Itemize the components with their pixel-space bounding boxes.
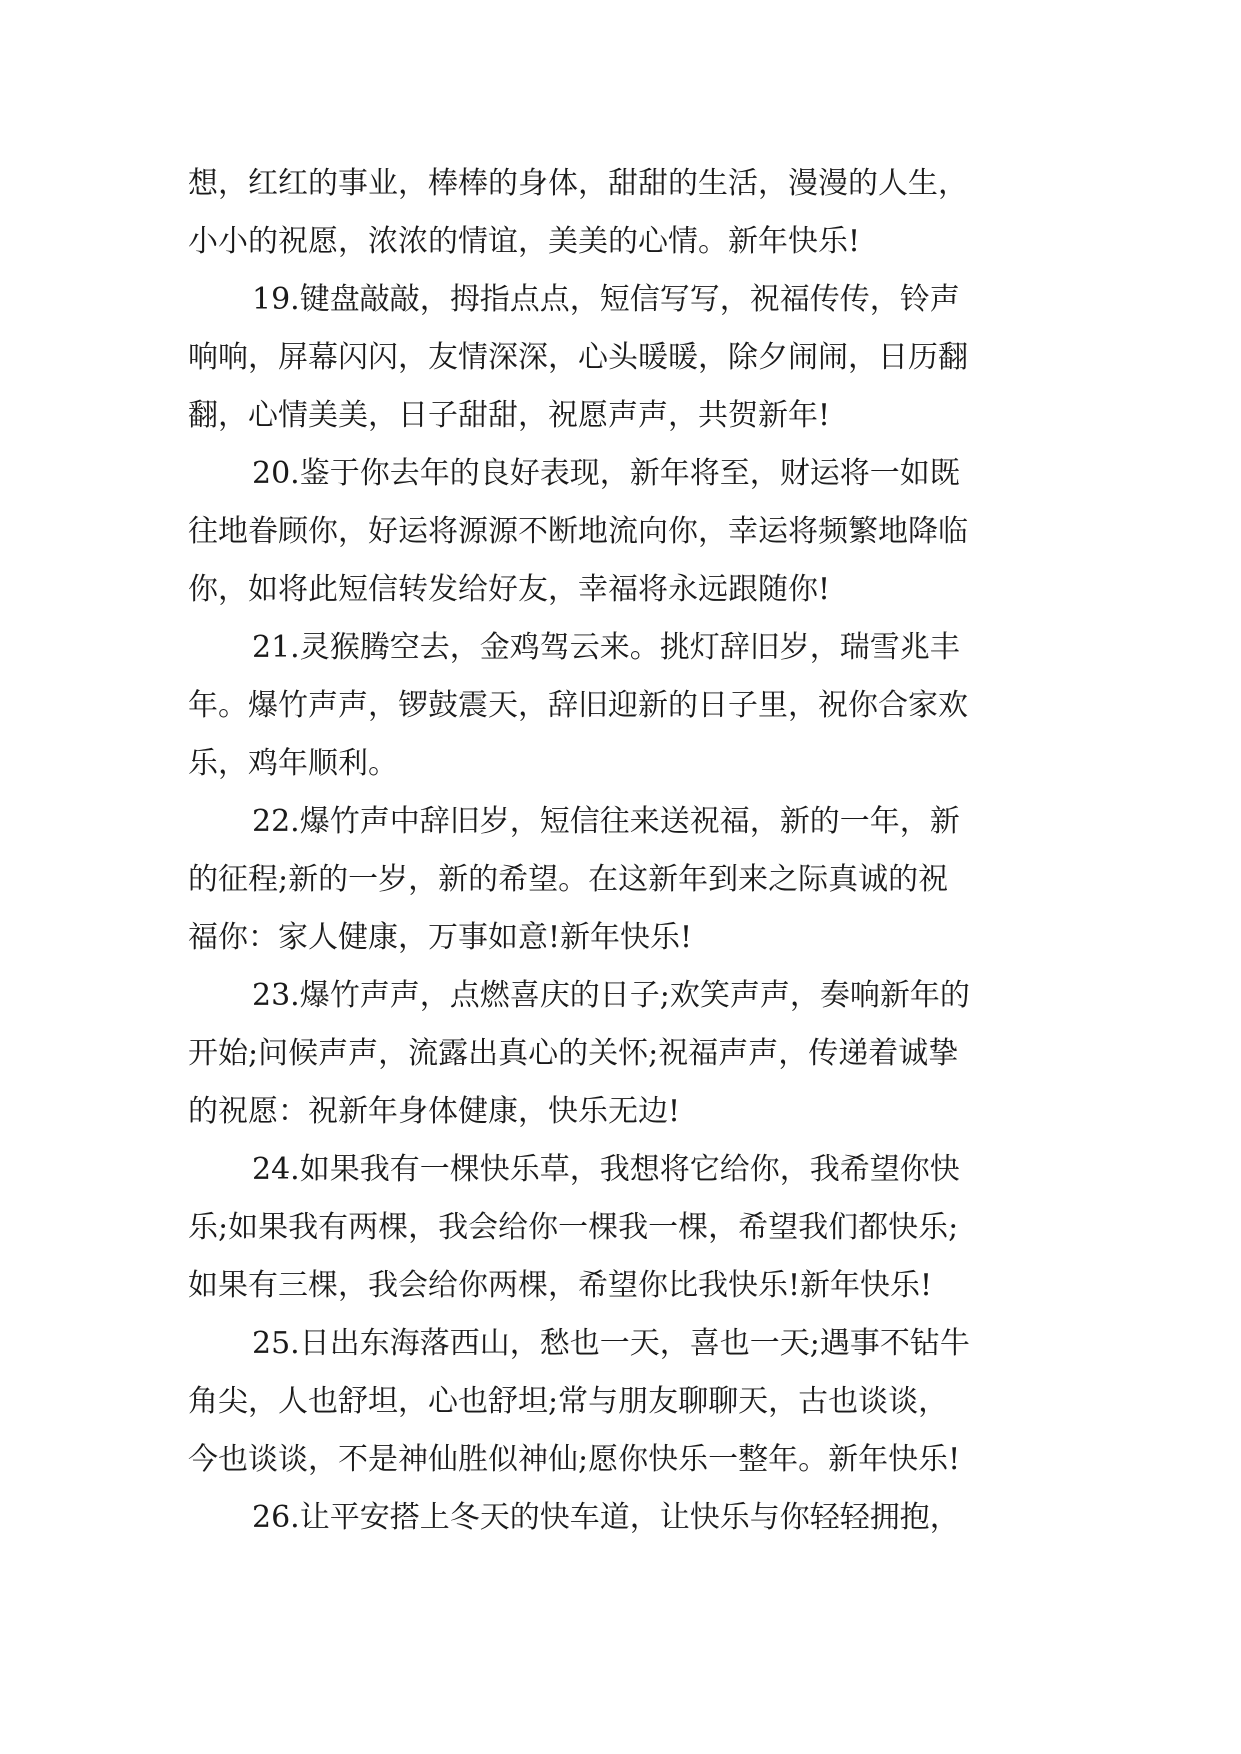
paragraph-line: 往地眷顾你，好运将源源不断地流向你，幸运将频繁地降临: [188, 514, 968, 549]
paragraph-line: 的征程;新的一岁，新的希望。在这新年到来之际真诚的祝: [188, 862, 949, 897]
paragraph-line: 响响，屏幕闪闪，友情深深，心头暖暖，除夕闹闹，日历翻: [188, 340, 968, 375]
paragraph-line: 乐;如果我有两棵，我会给你一棵我一棵，希望我们都快乐;: [188, 1210, 959, 1245]
paragraph-line: 的祝愿：祝新年身体健康，快乐无边!: [188, 1094, 681, 1129]
paragraph-first-line: 22.爆竹声中辞旧岁，短信往来送祝福，新的一年，新: [252, 804, 960, 839]
paragraph-line: 今也谈谈，不是神仙胜似神仙;愿你快乐一整年。新年快乐!: [188, 1442, 961, 1477]
paragraph-first-line: 25.日出东海落西山，愁也一天，喜也一天;遇事不钻牛: [252, 1326, 970, 1361]
paragraph-line: 角尖，人也舒坦，心也舒坦;常与朋友聊聊天，古也谈谈，: [188, 1384, 949, 1419]
paragraph-line: 翻，心情美美，日子甜甜，祝愿声声，共贺新年!: [188, 398, 831, 433]
paragraph-first-line: 24.如果我有一棵快乐草，我想将它给你，我希望你快: [252, 1152, 960, 1187]
paragraph-first-line: 20.鉴于你去年的良好表现，新年将至，财运将一如既: [252, 456, 960, 491]
paragraph-line: 乐，鸡年顺利。: [188, 746, 398, 781]
paragraph-first-line: 21.灵猴腾空去，金鸡驾云来。挑灯辞旧岁，瑞雪兆丰: [252, 630, 960, 665]
paragraph-line: 福你：家人健康，万事如意!新年快乐!: [188, 920, 693, 955]
paragraph-line: 想，红红的事业，棒棒的身体，甜甜的生活，漫漫的人生，: [188, 166, 968, 201]
paragraph-line: 年。爆竹声声，锣鼓震天，辞旧迎新的日子里，祝你合家欢: [188, 688, 968, 723]
paragraph-line: 小小的祝愿，浓浓的情谊，美美的心情。新年快乐!: [188, 224, 861, 259]
paragraph-line: 开始;问候声声，流露出真心的关怀;祝福声声，传递着诚挚: [188, 1036, 959, 1071]
paragraph-line: 如果有三棵，我会给你两棵，希望你比我快乐!新年快乐!: [188, 1268, 933, 1303]
document-body: [188, 155, 1068, 1547]
paragraph-line: 你，如将此短信转发给好友，幸福将永远跟随你!: [188, 572, 831, 607]
paragraph-first-line: 23.爆竹声声，点燃喜庆的日子;欢笑声声，奏响新年的: [252, 978, 970, 1013]
paragraph-first-line: 19.键盘敲敲，拇指点点，短信写写，祝福传传，铃声: [252, 282, 960, 317]
paragraph-first-line: 26.让平安搭上冬天的快车道，让快乐与你轻轻拥抱，: [252, 1500, 960, 1535]
